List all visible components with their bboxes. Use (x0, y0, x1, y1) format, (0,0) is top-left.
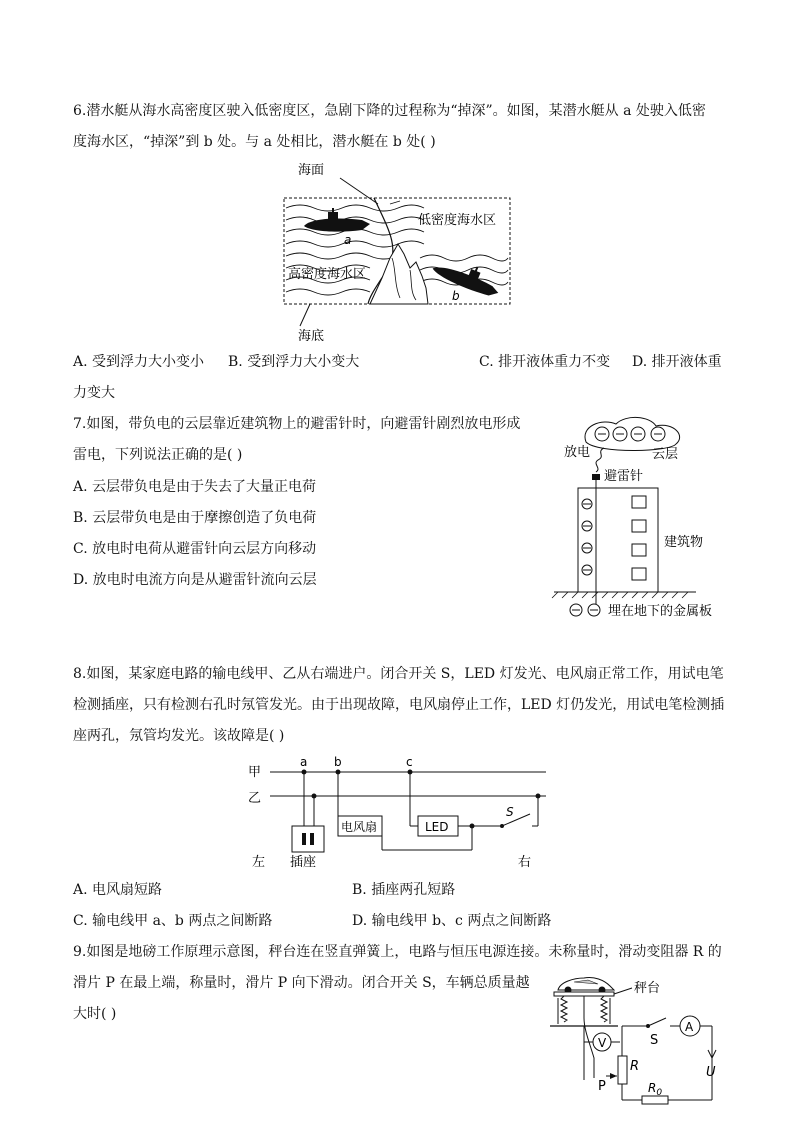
right-label: 右 (518, 855, 532, 870)
q7-stem-line2: 雷电，下列说法正确的是( ) (73, 447, 243, 463)
sea-surface-pointer (340, 178, 378, 204)
led-label: LED (425, 820, 449, 834)
q7-option-a[interactable]: A. 云层带负电是由于失去了大量正电荷 (73, 479, 317, 495)
fan-label: 电风扇 (341, 820, 378, 834)
socket-icon (292, 826, 324, 852)
q6-option-d[interactable]: D. 排开液体重 (632, 354, 722, 370)
label-a: a (344, 233, 352, 247)
q6-option-c[interactable]: C. 排开液体重力不变 (479, 354, 611, 370)
platform-label: 秤台 (634, 981, 661, 996)
voltmeter-label: V (598, 1036, 607, 1050)
wire-jia-label: 甲 (248, 765, 262, 780)
q9-stem-line2: 滑片 P 在最上端，称量时，滑片 P 向下滑动。闭合开关 S，车辆总质量越 (73, 975, 530, 991)
q8-circuit-figure (240, 754, 560, 874)
q6-option-b[interactable]: B. 受到浮力大小变大 (228, 354, 360, 370)
metal-plate-label: 埋在地下的金属板 (608, 604, 713, 619)
q8-option-b[interactable]: B. 插座两孔短路 (352, 882, 456, 898)
label-b: b (452, 289, 460, 303)
wire-yi-label: 乙 (248, 791, 262, 806)
q7-stem-line1: 7.如图，带负电的云层靠近建筑物上的避雷针时，向避雷针剧烈放电形成 (73, 416, 521, 432)
left-label: 左 (252, 855, 266, 870)
q6-option-d-cont: 力变大 (73, 385, 115, 401)
lightning-rod-label: 避雷针 (604, 469, 644, 484)
cloud-label: 云层 (652, 447, 679, 462)
q9-stem-line1: 9.如图是地磅工作原理示意图，秤台连在竖直弹簧上，电路与恒压电源连接。未称量时，滑动变阻器 R 的 (73, 944, 722, 960)
seabed-pointer (300, 304, 310, 326)
resistor-r0-icon (642, 1096, 668, 1104)
point-c-label: c (406, 755, 413, 769)
sea-surface-label: 海面 (298, 163, 325, 178)
socket-label: 插座 (290, 855, 317, 870)
discharge-label: 放电 (564, 445, 591, 460)
switch-s-icon (648, 1018, 666, 1026)
q6-stem-line1: 6.潜水艇从海水高密度区驶入低密度区，急剧下降的过程称为“掉深”。如图，某潜水艇从 a 处驶入低密 (73, 103, 706, 119)
resistor-r0-label: $R_0$ (648, 1081, 663, 1098)
q7-option-d[interactable]: D. 放电时电流方向是从避雷针流向云层 (73, 572, 317, 588)
q8-stem-line3: 座两孔，氖管均发光。该故障是( ) (73, 728, 285, 744)
lightning-rod-icon (592, 474, 600, 480)
q9-weighbridge-figure (544, 970, 734, 1110)
point-a-label: a (300, 755, 308, 769)
discharge-icon (596, 448, 604, 472)
q8-option-a[interactable]: A. 电风扇短路 (73, 882, 163, 898)
ammeter-label: A (685, 1020, 694, 1034)
q8-stem-line1: 8.如图，某家庭电路的输电线甲、乙从右端进户。闭合开关 S，LED 灯发光、电风扇正常工作，用试电笔 (73, 666, 724, 682)
q9-stem-line3: 大时( ) (73, 1006, 117, 1022)
car-icon (558, 977, 614, 993)
ground-plate-charges (570, 604, 600, 616)
q8-stem-line2: 检测插座，只有检测右孔时氖管发光。由于出现故障，电风扇停止工作，LED 灯仍发光，用试电笔检测插 (73, 697, 725, 713)
low-density-label: 低密度海水区 (418, 213, 497, 228)
q6-stem-line2: 度海水区，“掉深”到 b 处。与 a 处相比，潜水艇在 b 处( ) (73, 134, 436, 150)
rheostat-label: R (630, 1059, 640, 1074)
q6-option-a[interactable]: A. 受到浮力大小变小 (73, 354, 205, 370)
voltage-u-label: U (706, 1065, 716, 1080)
seabed-label: 海底 (298, 329, 325, 344)
q7-option-b[interactable]: B. 云层带负电是由于摩擦创造了负电荷 (73, 510, 317, 526)
q8-option-d[interactable]: D. 输电线甲 b、c 两点之间断路 (352, 913, 552, 929)
high-density-label: 高密度海水区 (288, 267, 367, 282)
q7-lightning-figure (546, 412, 730, 624)
q8-option-c[interactable]: C. 输电线甲 a、b 两点之间断路 (73, 913, 273, 929)
q7-option-c[interactable]: C. 放电时电荷从避雷针向云层方向移动 (73, 541, 317, 557)
point-b-label: b (334, 755, 342, 769)
switch-s-label: S (650, 1033, 659, 1048)
slider-p-label: P (598, 1079, 606, 1094)
building-label: 建筑物 (664, 535, 704, 550)
platform-icon (554, 992, 614, 996)
q6-submarine-figure (270, 158, 530, 346)
switch-s-label: S (506, 805, 514, 819)
rheostat-icon (618, 1056, 627, 1084)
